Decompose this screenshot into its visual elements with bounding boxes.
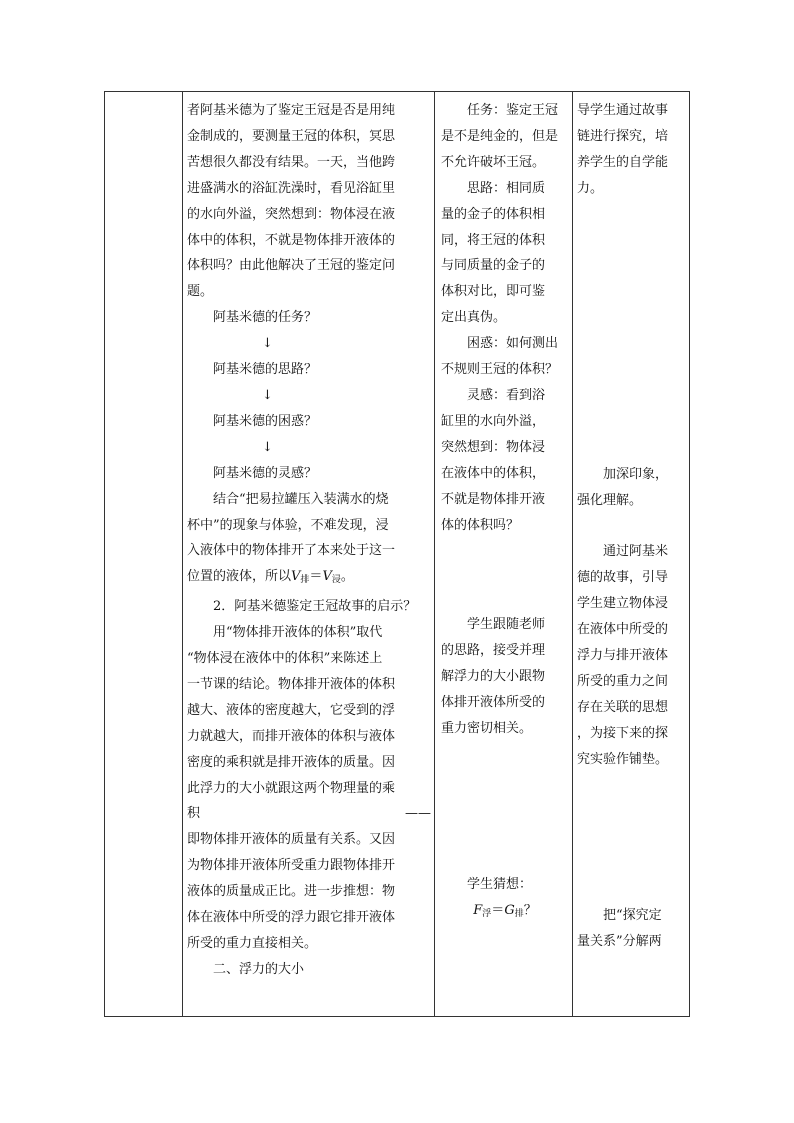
question-idea: 阿基米德的思路？ [213, 362, 318, 378]
task-line: 不允许破坏王冠。 [441, 154, 546, 170]
story-line: 者阿基米德为了鉴定王冠是否是用纯 [187, 103, 396, 118]
split-line: 量关系”分解两 [577, 933, 662, 949]
down-arrow-icon: ↓ [262, 387, 273, 403]
column-divider [182, 92, 183, 1016]
through-line: 所受的重力之间 [577, 673, 669, 689]
down-arrow-icon: ↓ [262, 439, 273, 455]
through-line: 浮力与排开液体 [577, 648, 669, 664]
deepen-line: 强化理解。 [577, 492, 643, 508]
through-line: 通过阿基米 [603, 544, 669, 560]
question-inspiration: 阿基米德的灵感？ [213, 465, 318, 481]
question-mark: ？ [523, 902, 537, 918]
formula-v: V [291, 569, 301, 585]
inference-line: 液体的质量成正比。进一步推想：物 [187, 884, 396, 900]
spacer [441, 538, 569, 612]
dash: —— [405, 806, 431, 822]
story-line: 体积吗？由此他解决了王冠的鉴定问 [187, 258, 396, 274]
follow-line: 学生跟随老师 [467, 617, 546, 633]
spacer [577, 773, 685, 903]
section-heading: 二、浮力的大小 [213, 961, 305, 977]
follow-line: 的思路，接受并理 [441, 643, 546, 659]
deepen-line: 加深印象， [603, 466, 669, 482]
idea-line: 量的金子的体积相 [441, 206, 546, 222]
inference-line: 力就越大，而排开液体的体积与液体 [187, 728, 396, 744]
inference-line: 密度的乘积就是排开液体的质量。因 [187, 754, 396, 770]
doubt-line: 困惑：如何测出 [467, 336, 559, 352]
inspiration-line: 缸里的水向外溢， [441, 413, 546, 429]
idea-line: 思路：相同质 [467, 180, 546, 196]
idea-line: 定出真伪。 [441, 310, 507, 326]
inspiration-line: 体的体积吗？ [441, 517, 520, 533]
point-heading: 2．阿基米德鉴定王冠故事的启示？ [213, 599, 417, 615]
guide-line: 力。 [577, 180, 604, 196]
formula-v: V [322, 569, 332, 585]
combine-line: 结合“把易拉罐压入装满水的烧 [213, 491, 389, 507]
guide-line: 养学生的自学能 [577, 154, 669, 170]
spacer [441, 742, 569, 872]
inference-line [187, 801, 431, 827]
formula-f [441, 898, 569, 928]
subscript: 排 [514, 908, 524, 919]
idea-line: 同，将王冠的体积 [441, 232, 546, 248]
equals-sign: ＝ [491, 902, 505, 918]
inference-line: 越大、液体的密度越大，它受到的浮 [187, 702, 396, 718]
story-line: 题。 [187, 284, 214, 300]
design-intent-column [577, 98, 685, 954]
guide-line: 链进行探究，培 [577, 128, 669, 144]
story-line: 苦想很久都没有结果。一天，当他跨 [187, 154, 396, 170]
idea-line: 与同质量的金子的 [441, 258, 546, 274]
inference-line: 此浮力的大小就跟这两个物理量的乘 [187, 780, 396, 796]
story-line: 金制成的，要测量王冠的体积，冥思 [187, 128, 396, 144]
subscript: 排 [300, 575, 310, 586]
inference-line: “物体浸在液体中的体积”来陈述上 [187, 651, 383, 667]
student-activity-column [441, 98, 569, 928]
question-doubt: 阿基米德的困惑？ [213, 413, 318, 429]
inference-line: 一节课的结论。物体排开液体的体积 [187, 676, 396, 692]
guess-label: 学生猜想： [467, 876, 533, 892]
inspiration-line: 不就是物体排开液 [441, 491, 546, 507]
split-line: 把“探究定 [603, 907, 662, 923]
through-line: 学生建立物体浸 [577, 596, 669, 612]
idea-line: 体积对比，即可鉴 [441, 284, 546, 300]
inspiration-line: 突然想到：物体浸 [441, 439, 546, 455]
inference-line: 即物体排开液体的质量有关系。又因 [187, 832, 396, 848]
equals-sign: ＝ [309, 569, 323, 585]
formula-var: G [504, 902, 515, 918]
through-line: ，为接下来的探 [577, 725, 669, 741]
question-task: 阿基米德的任务？ [213, 310, 318, 326]
period: 。 [340, 569, 354, 585]
story-line: 的水向外溢，突然想到：物体浸在液 [187, 206, 396, 222]
guide-line: 导学生通过故事 [577, 103, 669, 118]
teaching-content-column [187, 98, 431, 983]
combine-text: 位置的液体，所以 [187, 569, 292, 585]
inspiration-line: 灵感：看到浴 [467, 387, 546, 403]
inference-line: 用“物体排开液体的体积”取代 [213, 625, 383, 641]
through-line: 究实验作铺垫。 [577, 751, 669, 767]
column-divider [434, 92, 435, 1016]
lesson-table [104, 91, 690, 1017]
spacer [577, 513, 685, 539]
through-line: 德的故事，引导 [577, 570, 669, 586]
inference-line: 为物体排开液体所受重力跟物体排开 [187, 858, 396, 874]
subscript: 浮 [482, 908, 492, 919]
through-line: 存在关联的思想 [577, 699, 669, 715]
follow-line: 解浮力的大小跟物 [441, 669, 546, 685]
task-line: 任务：鉴定王冠 [467, 103, 559, 118]
task-line: 是不是纯金的，但是 [441, 128, 559, 144]
column-divider [572, 92, 573, 1016]
combine-line [187, 564, 431, 594]
inference-line: 所受的重力直接相关。 [187, 936, 318, 951]
story-line: 体中的体积，不就是物体排开液体的 [187, 232, 396, 248]
down-arrow-icon: ↓ [262, 336, 273, 352]
word-ji: 积 [187, 806, 201, 822]
spacer [577, 202, 685, 462]
subscript: 浸 [331, 575, 341, 586]
combine-line: 入液体中的物体排开了本来处于这一 [187, 543, 396, 559]
combine-line: 杯中”的现象与体验，不难发现，浸 [187, 517, 389, 533]
follow-line: 重力密切相关。 [441, 721, 533, 737]
story-line: 进盛满水的浴缸洗澡时，看见浴缸里 [187, 180, 396, 196]
formula-var: F [473, 902, 483, 918]
inference-line: 体在液体中所受的浮力跟它排开液体 [187, 910, 396, 926]
through-line: 在液体中所受的 [577, 622, 669, 638]
inspiration-line: 在液体中的体积， [441, 465, 546, 481]
doubt-line: 不规则王冠的体积？ [441, 362, 559, 378]
follow-line: 体排开液体所受的 [441, 695, 546, 711]
